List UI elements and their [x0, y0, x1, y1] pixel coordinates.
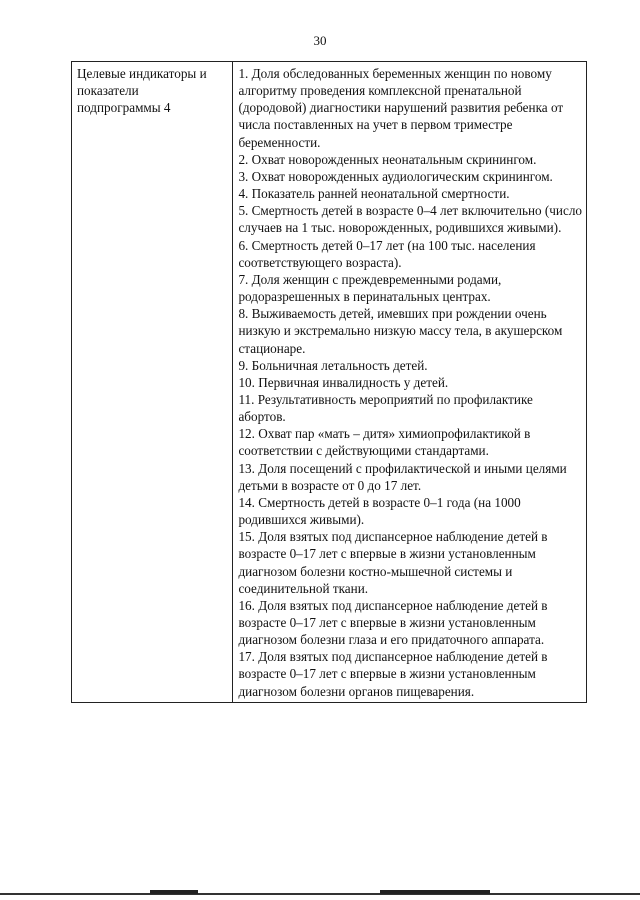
indicator-14: 14. Смертность детей в возрасте 0–1 года (на 1000 родившихся живыми).	[238, 494, 521, 528]
table-row	[72, 62, 587, 703]
indicator-7: 7. Доля женщин с преждевременными родами, родоразрешенных в перинатальных центрах.	[238, 271, 502, 305]
indicator-15: 15. Доля взятых под диспансерное наблюдение детей в возрасте 0–17 лет с впервые в жизни установленным диагнозом болезни костно-мышечной системы и соединительной ткани.	[238, 529, 548, 596]
scan-bottom-edge	[0, 893, 640, 895]
label-cell	[72, 62, 233, 703]
scan-mark	[150, 890, 198, 894]
indicator-16: 16. Доля взятых под диспансерное наблюдение детей в возрасте 0–17 лет с впервые в жизни установленным диагнозом болезни глаза и его придаточного аппарата.	[238, 597, 548, 648]
indicator-11: 11. Результативность мероприятий по профилактике абортов.	[238, 391, 533, 425]
indicator-6: 6. Смертность детей 0–17 лет (на 100 тыс. населения соответствующего возраста).	[238, 237, 536, 270]
indicator-10: 10. Первичная инвалидность у детей.	[238, 374, 449, 390]
indicator-5: 5. Смертность детей в возрасте 0–4 лет включительно (число случаев на 1 тыс. новорожденных, родившихся живыми).	[238, 203, 583, 236]
page-number: 30	[313, 33, 327, 48]
indicator-3: 3. Охват новорожденных аудиологическим скринингом.	[238, 168, 553, 184]
indicator-4: 4. Показатель ранней неонатальной смертности.	[238, 186, 510, 202]
indicators-cell	[233, 62, 587, 703]
indicator-2: 2. Охват новорожденных неонатальным скринингом.	[238, 151, 537, 167]
indicators-table	[71, 61, 587, 703]
indicator-9: 9. Больничная летальность детей.	[238, 357, 428, 373]
indicator-17: 17. Доля взятых под диспансерное наблюдение детей в возрасте 0–17 лет с впервые в жизни установленным диагнозом болезни органов пищеварения.	[238, 649, 548, 699]
scan-mark	[380, 890, 490, 894]
indicator-1: 1. Доля обследованных беременных женщин по новому алгоритму проведения комплексной пренатальной (дородовой) диагностики нарушений развития ребенка от числа поставленных на учет в первом триместре беременности.	[238, 66, 564, 150]
indicator-12: 12. Охват пар «мать – дитя» химиопрофилактикой в соответствии с действующими стандартами.	[238, 426, 531, 459]
indicator-8: 8. Выживаемость детей, имевших при рождении очень низкую и экстремально низкую массу тела, в акушерском стационаре.	[238, 306, 563, 356]
indicator-13: 13. Доля посещений с профилактической и иными целями детьми в возрасте от 0 до 17 лет.	[238, 460, 567, 493]
row-label: Целевые индикаторы и показатели подпрограммы 4	[77, 66, 207, 116]
